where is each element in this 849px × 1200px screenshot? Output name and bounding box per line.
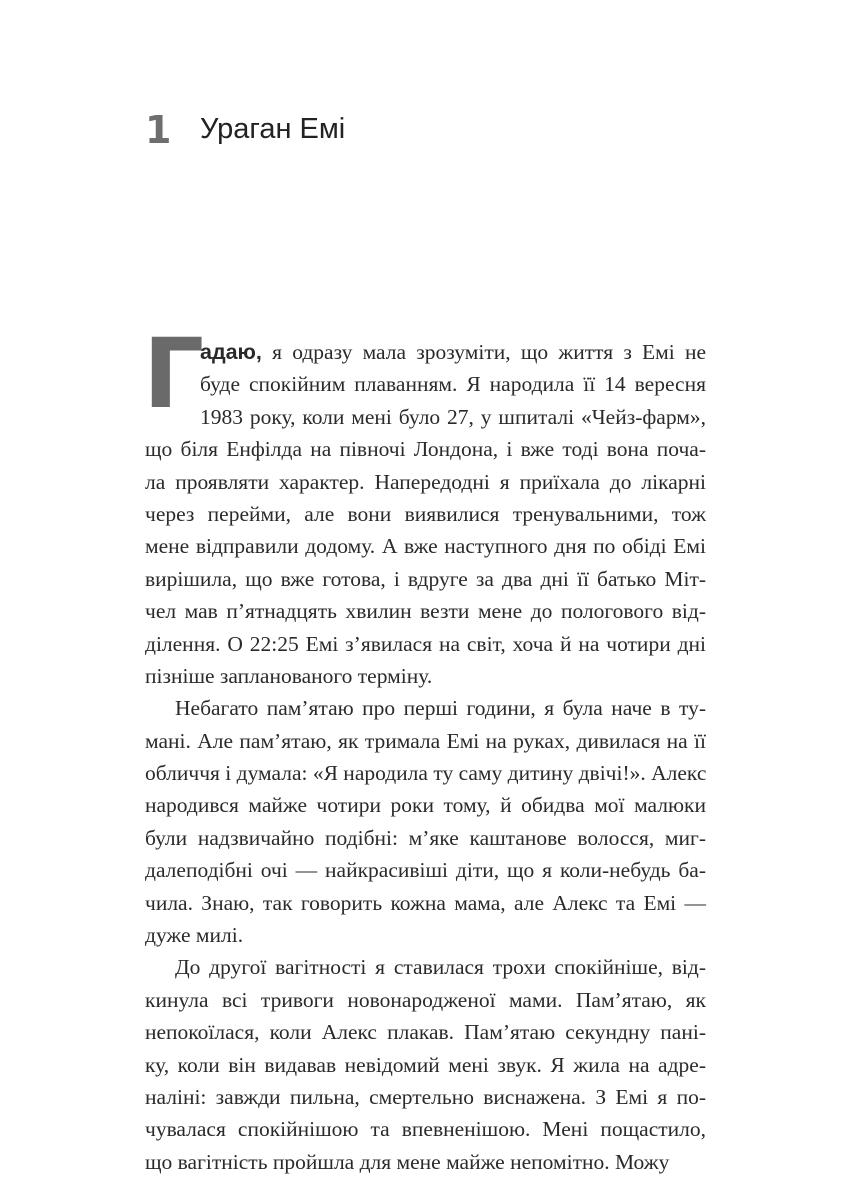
line-text: далеподібні очі — найкрасивіші діти, що я коли-небудь ба- <box>145 858 706 883</box>
text-line <box>145 919 706 951</box>
lead-bold-word: адаю, <box>200 340 262 364</box>
line-text: що біля Енфілда на півночі Лондона, і вже тоді вона поча- <box>145 437 706 462</box>
text-line <box>145 887 706 919</box>
line-text: ділення. О 22:25 Емі з’явилася на світ, хоча й на чотири дні <box>145 631 706 656</box>
line-text: чила. Знаю, так говорить кожна мама, але Алекс та Емі — <box>145 890 706 915</box>
text-line <box>145 1049 706 1081</box>
text-line <box>145 433 706 465</box>
line-text: кинула всі тривоги новонародженої мами. Пам’ятаю, як <box>145 987 706 1012</box>
line-text: через перейми, але вони виявилися тренувальними, тож <box>145 501 706 526</box>
text-line <box>145 498 706 530</box>
line-text: буде спокійним плаванням. Я народила її 14 вересня <box>200 372 706 397</box>
line-text: Небагато пам’ятаю про перші години, я була наче в ту- <box>175 696 706 721</box>
text-line <box>145 466 706 498</box>
line-text: До другої вагітності я ставилася трохи спокійніше, від- <box>175 955 706 980</box>
line-text: чувалася спокійнішою та впевненішою. Мені пощастило, <box>145 1117 706 1142</box>
text-line <box>145 1016 706 1048</box>
line-text: дуже милі. <box>145 923 244 948</box>
text-line <box>145 595 706 627</box>
body-text <box>145 336 706 1178</box>
line-text: народився майже чотири роки тому, й обидва мої малюки <box>145 793 706 818</box>
line-text: чел мав п’ятнадцять хвилин везти мене до пологового від- <box>145 599 706 624</box>
text-line <box>145 789 706 821</box>
text-line <box>145 660 706 692</box>
line-text: ла проявляти характер. Напередодні я приїхала до лікарні <box>145 469 706 494</box>
line-text: наліні: завжди пильна, смертельно виснажена. З Емі я по- <box>145 1084 706 1109</box>
text-line <box>145 1113 706 1145</box>
text-line <box>145 336 706 368</box>
line-text: вирішила, що вже готова, і вдруге за два дні її батько Міт- <box>145 566 706 591</box>
line-text: пізніше запланованого терміну. <box>145 663 433 688</box>
line-text: що вагітність пройшла для мене майже непомітно. Можу <box>145 1149 670 1174</box>
line-text: ку, коли він видавав невідомий мені звук. Я жила на адре- <box>145 1052 706 1077</box>
text-line <box>145 563 706 595</box>
text-line <box>145 530 706 562</box>
text-line <box>145 951 706 983</box>
line-text: непокоїлася, коли Алекс плакав. Пам’ятаю секундну пані- <box>145 1020 706 1045</box>
drop-cap: Г <box>143 318 205 430</box>
line-text: я одразу мала зрозуміти, що життя з Емі не <box>261 340 706 364</box>
text-line <box>145 1146 706 1178</box>
text-line <box>145 1081 706 1113</box>
text-line <box>145 984 706 1016</box>
line-text: обличчя і думала: «Я народила ту саму дитину двічі!». Алекс <box>145 761 707 786</box>
text-line <box>145 692 706 724</box>
chapter-title: Ураган Емі <box>200 113 346 145</box>
line-text: мані. Але пам’ятаю, як тримала Емі на руках, дивилася на її <box>145 728 706 753</box>
line-text: 1983 року, коли мені було 27, у шпиталі «Чейз-фарм», <box>200 404 706 429</box>
text-line <box>145 401 706 433</box>
text-line <box>145 757 706 789</box>
text-line <box>145 854 706 886</box>
chapter-number: 1 <box>145 108 172 152</box>
text-line <box>145 368 706 400</box>
text-line <box>145 822 706 854</box>
text-line <box>145 725 706 757</box>
line-text: мене відправили додому. А вже наступного дня по обіді Емі <box>145 534 706 559</box>
text-line <box>145 628 706 660</box>
line-text: були надзвичайно подібні: м’яке каштанове волосся, миг- <box>145 825 706 850</box>
